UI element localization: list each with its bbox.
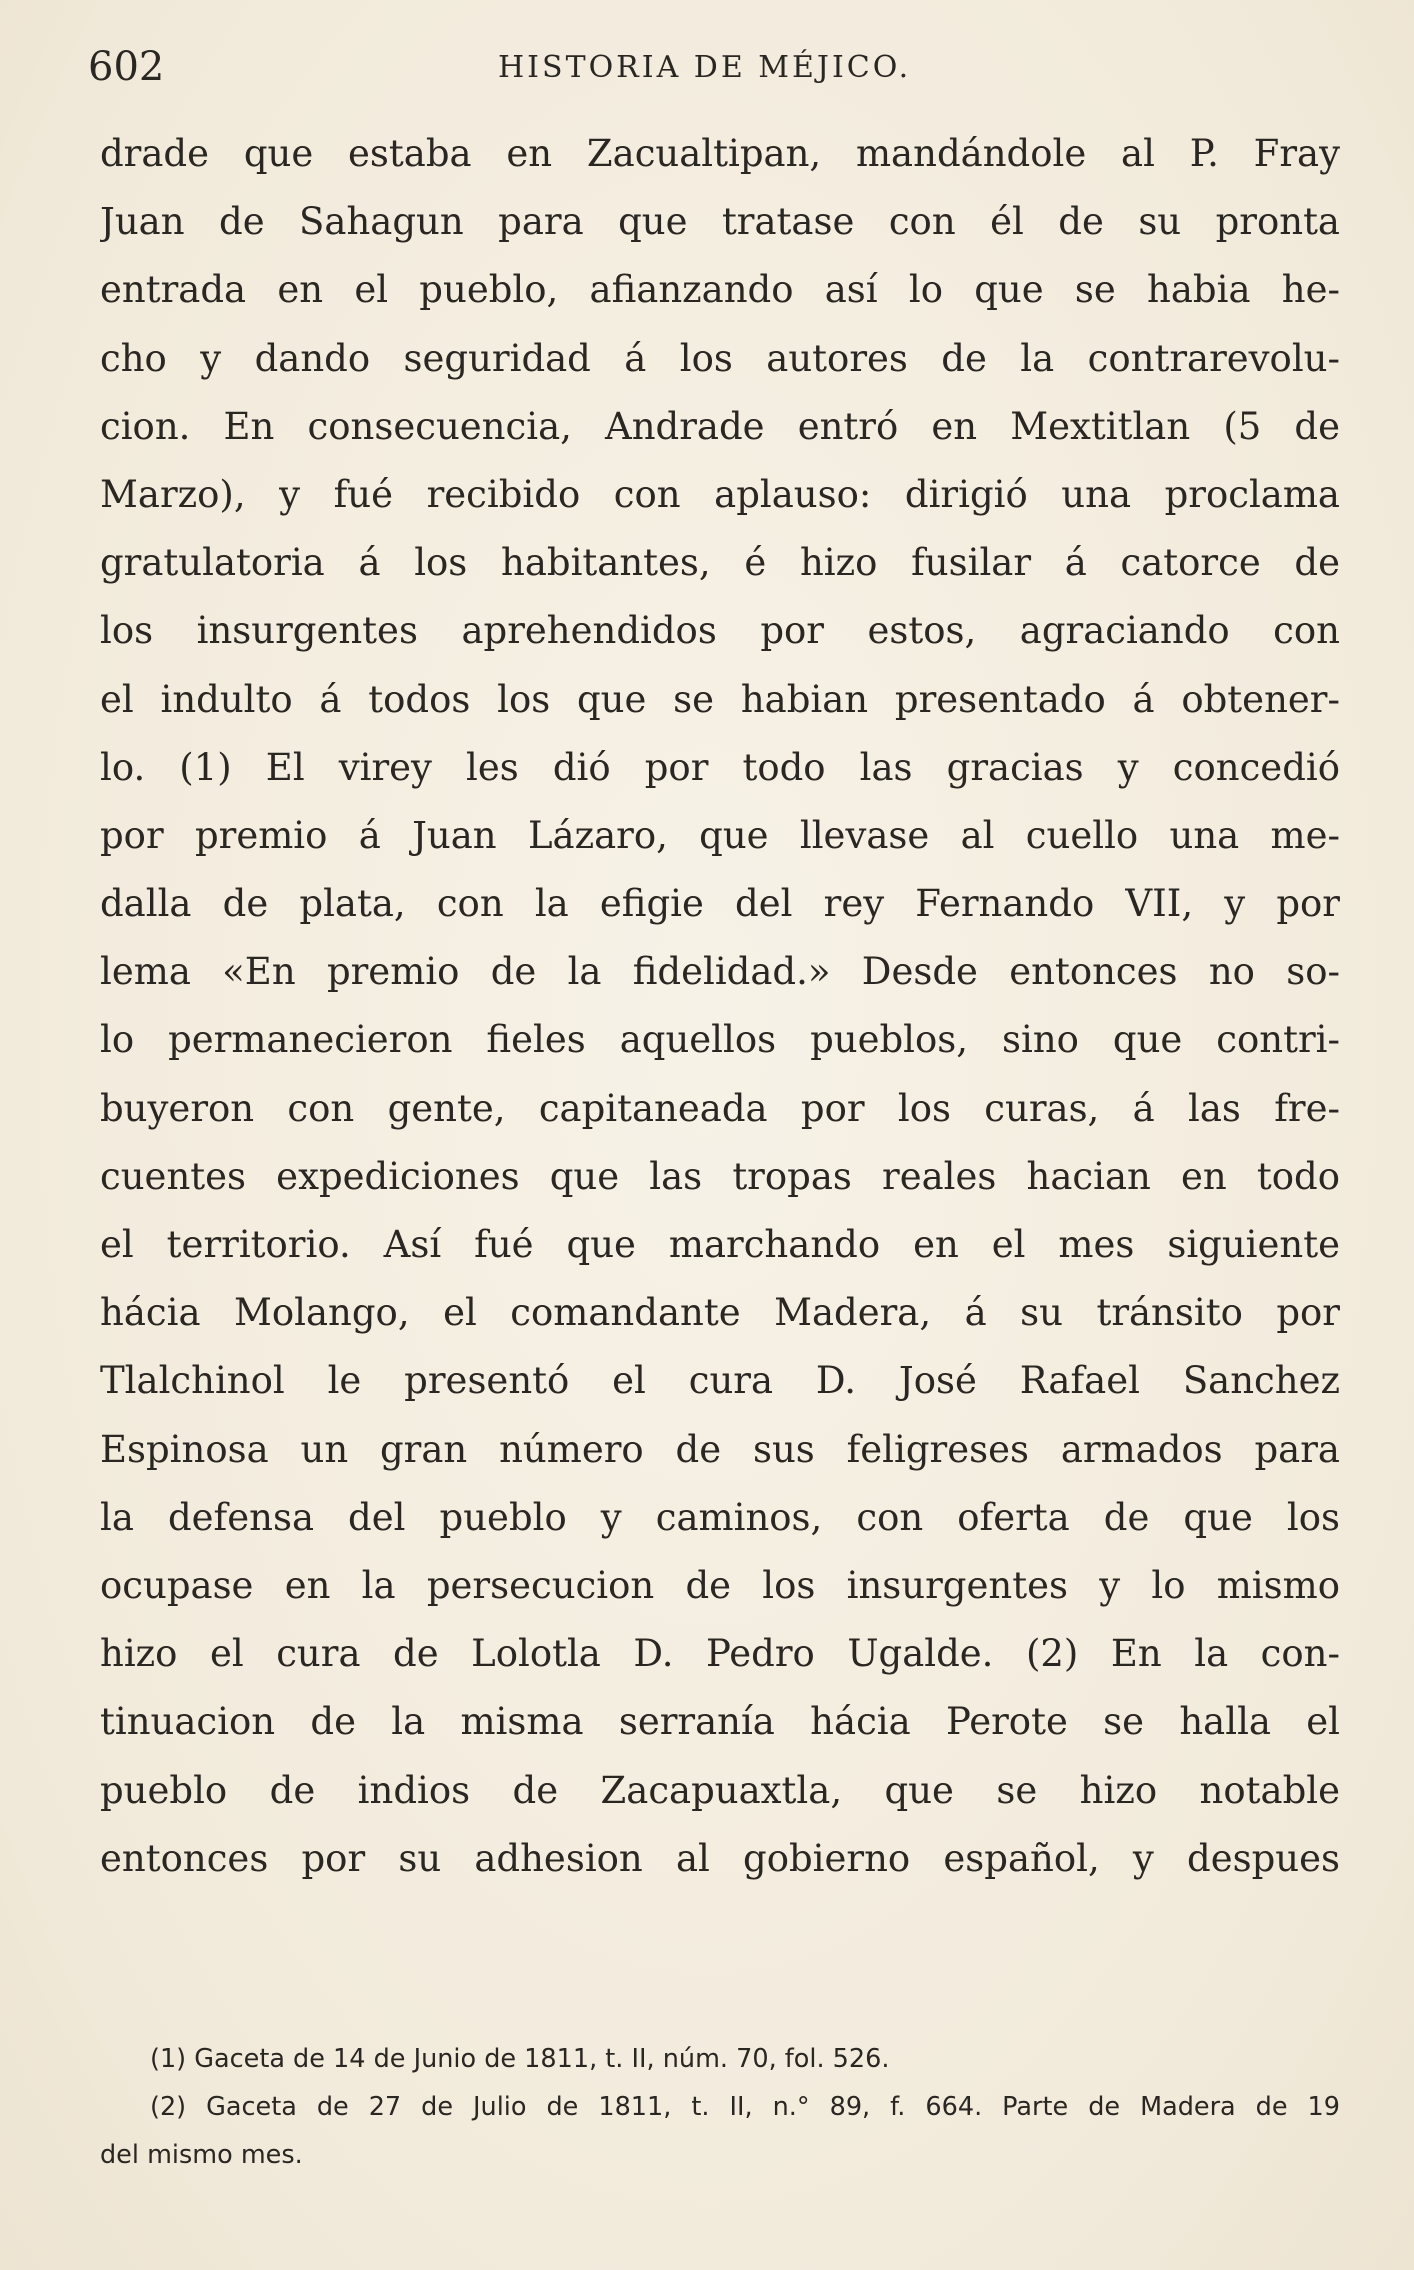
text-line: pueblo de indios de Zacapuaxtla, que se hizo notable xyxy=(100,1768,1340,1812)
text-line: cho y dando seguridad á los autores de la contrarevolu- xyxy=(100,336,1340,380)
footnote-1: (1) Gaceta de 14 de Junio de 1811, t. II, núm. 70, fol. 526. xyxy=(150,2044,890,2074)
text-line: Marzo), y fué recibido con aplauso: dirigió una proclama xyxy=(100,472,1340,516)
text-line: lo. (1) El virey les dió por todo las gracias y concedió xyxy=(100,745,1340,789)
page-number: 602 xyxy=(88,44,165,90)
text-line: cion. En consecuencia, Andrade entró en Mextitlan (5 de xyxy=(100,404,1340,448)
text-line: Espinosa un gran número de sus feligreses armados para xyxy=(100,1427,1340,1471)
text-line: la defensa del pueblo y caminos, con oferta de que los xyxy=(100,1495,1340,1539)
text-line: dalla de plata, con la efigie del rey Fernando VII, y por xyxy=(100,882,1340,926)
text-line: buyeron con gente, capitaneada por los curas, á las fre- xyxy=(100,1086,1340,1130)
footnotes xyxy=(100,2035,1340,2179)
running-title: HISTORIA DE MÉJICO. xyxy=(498,50,912,85)
text-line: drade que estaba en Zacualtipan, mandándole al P. Fray xyxy=(100,132,1340,175)
page-header xyxy=(88,42,1350,92)
footnote-2: (2) Gaceta de 27 de Julio de 1811, t. II, n.° 89, f. 664. Parte de Madera de 19 xyxy=(150,2092,1340,2122)
text-line: Juan de Sahagun para que tratase con él de su pronta xyxy=(100,200,1340,244)
text-line: cuentes expediciones que las tropas reales hacian en todo xyxy=(100,1154,1340,1198)
text-line: Tlalchinol le presentó el cura D. José Rafael Sanchez xyxy=(100,1359,1340,1403)
text-line: hizo el cura de Lolotla D. Pedro Ugalde. (2) En la con- xyxy=(100,1632,1340,1676)
text-line: por premio á Juan Lázaro, que llevase al cuello una me- xyxy=(100,813,1340,857)
text-line: ocupase en la persecucion de los insurgentes y lo mismo xyxy=(100,1563,1340,1607)
text-line: tinuacion de la misma serranía hácia Perote se halla el xyxy=(100,1700,1340,1744)
text-line: entrada en el pueblo, afianzando así lo que se habia he- xyxy=(100,268,1340,312)
text-line: el indulto á todos los que se habian presentado á obtener- xyxy=(100,677,1340,721)
footnote-2-continuation: del mismo mes. xyxy=(100,2140,303,2170)
text-line: lema «En premio de la fidelidad.» Desde entonces no so- xyxy=(100,950,1340,994)
main-text xyxy=(100,120,1340,1893)
text-line: lo permanecieron fieles aquellos pueblos, sino que contri- xyxy=(100,1018,1340,1062)
text-line: gratulatoria á los habitantes, é hizo fusilar á catorce de xyxy=(100,541,1340,585)
text-line: los insurgentes aprehendidos por estos, agraciando con xyxy=(100,609,1340,653)
text-line: hácia Molango, el comandante Madera, á su tránsito por xyxy=(100,1291,1340,1335)
text-line: entonces por su adhesion al gobierno español, y despues xyxy=(100,1836,1340,1880)
text-line: el territorio. Así fué que marchando en el mes siguiente xyxy=(100,1223,1340,1266)
